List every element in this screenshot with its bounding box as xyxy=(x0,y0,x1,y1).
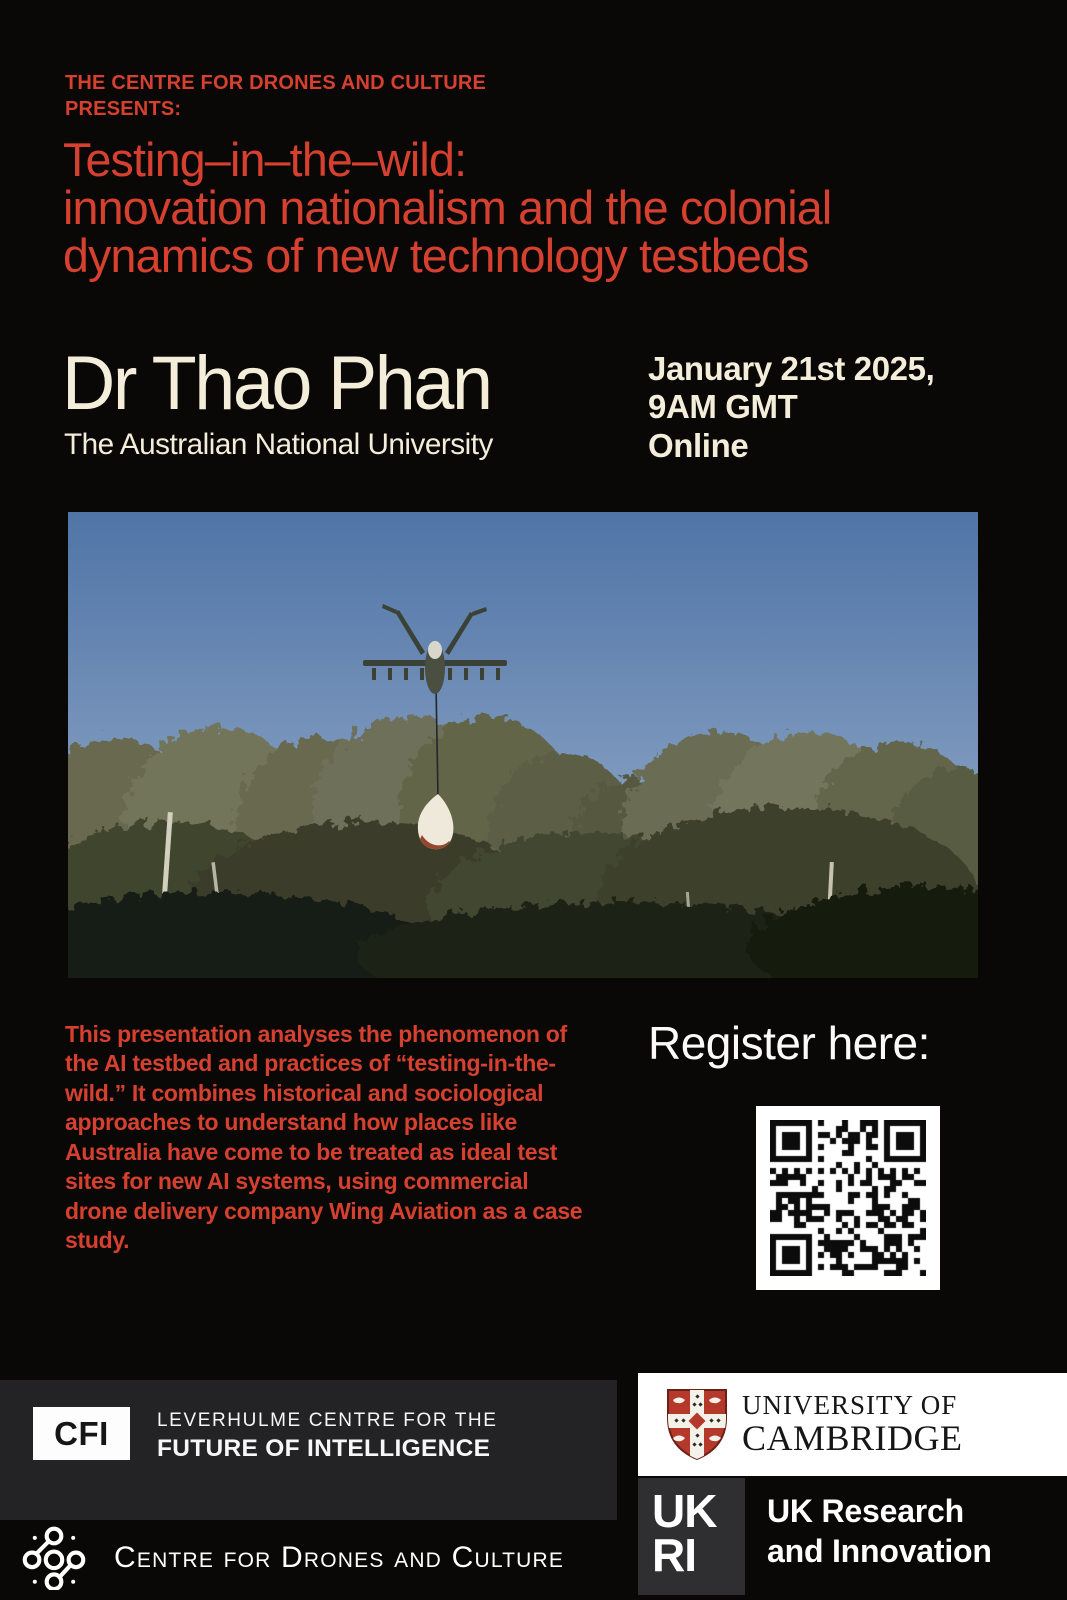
title-line2: innovation nationalism and the colonial xyxy=(63,180,832,234)
speaker-name: Dr Thao Phan xyxy=(62,341,491,426)
speaker-affiliation: The Australian National University xyxy=(64,428,493,461)
event-time: 9AM GMT xyxy=(648,388,798,426)
ukri-logo xyxy=(638,1478,1067,1595)
ukri-line2: and Innovation xyxy=(767,1533,992,1569)
cambridge-shield-icon xyxy=(666,1388,728,1462)
description-text: This presentation analyses the phenomenon of the AI testbed and practices of “testing-in-the-wild.” It combines historical and sociological approaches to understand how places like Australia have come to be treated as ideal test sites for new AI systems, using commercial drone delivery company Wing Aviation as a case study. xyxy=(65,1021,583,1254)
eyebrow-line1: THE CENTRE FOR DRONES AND CULTURE xyxy=(65,72,487,94)
cambridge-wordmark xyxy=(742,1392,963,1457)
cfi-logo xyxy=(0,1380,617,1520)
register-heading: Register here: xyxy=(648,1017,930,1069)
poster-title xyxy=(63,133,832,282)
cambridge-line1: UNIVERSITY OF xyxy=(742,1390,958,1421)
drone-delivery-photo xyxy=(68,512,978,978)
qr-code-pattern xyxy=(770,1120,926,1276)
cambridge-logo xyxy=(638,1373,1067,1476)
ukri-stack-line2: RI xyxy=(652,1528,696,1581)
registration-qr-code xyxy=(756,1106,940,1290)
eyebrow-line2: PRESENTS: xyxy=(65,98,182,120)
drone-photo-scene xyxy=(68,512,978,978)
title-line3: dynamics of new technology testbeds xyxy=(63,228,809,282)
cdc-logo xyxy=(0,1516,630,1600)
event-date: January 21st 2025, xyxy=(648,350,935,387)
leverhulme-line1: LEVERHULME CENTRE FOR THE xyxy=(157,1410,498,1431)
ukri-logo-mark xyxy=(638,1478,745,1595)
cdc-drone-icon xyxy=(22,1526,86,1590)
ukri-wordmark xyxy=(767,1491,992,1595)
cfi-logo-mark xyxy=(33,1407,130,1460)
leverhulme-wordmark xyxy=(157,1408,498,1465)
cfi-abbr: CFI xyxy=(54,1414,109,1452)
ukri-line1: UK Research xyxy=(767,1493,965,1529)
eyebrow xyxy=(65,70,486,122)
event-details xyxy=(648,350,934,465)
cambridge-line2: CAMBRIDGE xyxy=(742,1417,963,1458)
title-line1: Testing–in–the–wild: xyxy=(63,133,467,186)
ukri-stack-line1: UK xyxy=(652,1485,717,1537)
leverhulme-line2: FUTURE OF INTELLIGENCE xyxy=(157,1435,491,1463)
cdc-label: Centre for Drones and Culture xyxy=(114,1541,565,1574)
event-location: Online xyxy=(648,426,749,464)
